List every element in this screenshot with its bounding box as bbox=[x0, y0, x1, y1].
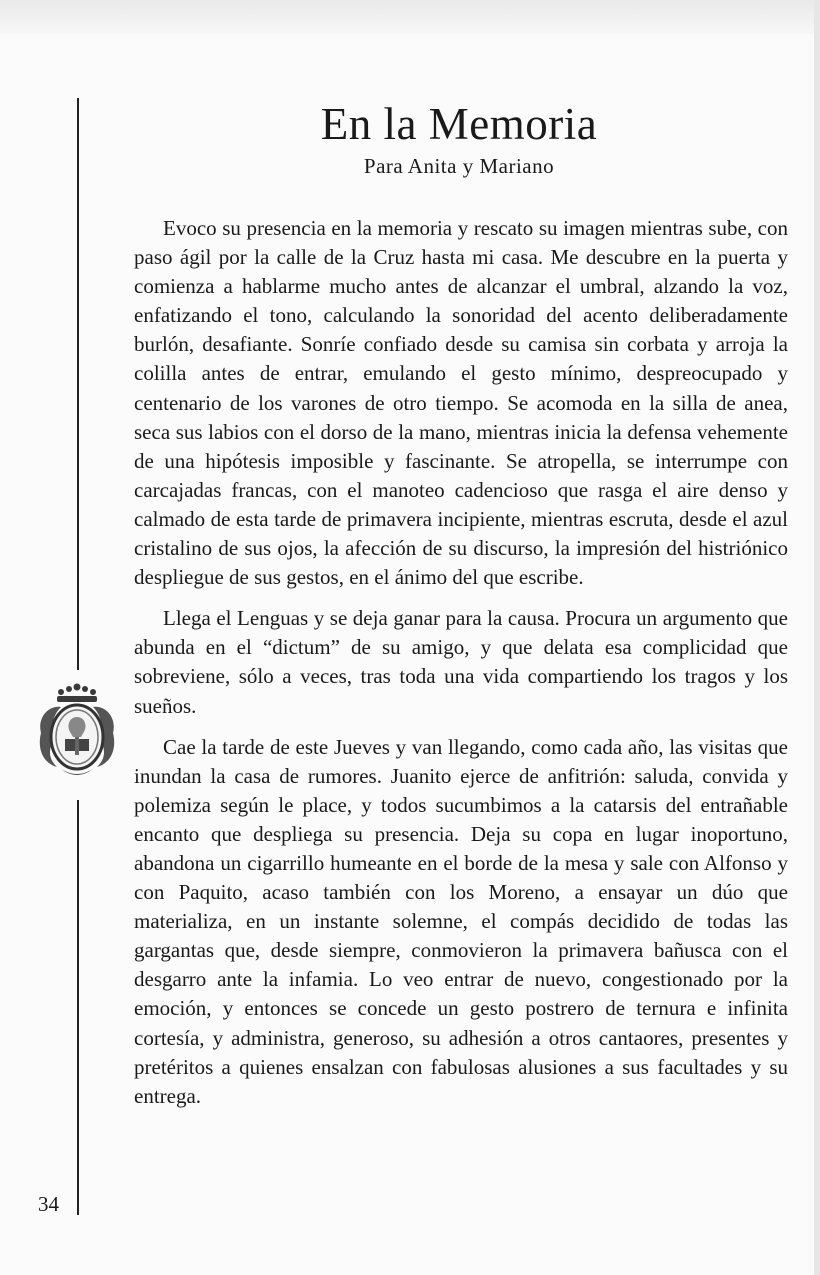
margin-rule-top bbox=[77, 98, 79, 670]
page-subtitle: Para Anita y Mariano bbox=[363, 154, 555, 178]
body-text bbox=[134, 214, 788, 1123]
page-top-shade bbox=[0, 0, 820, 34]
page-number: 34 bbox=[38, 1192, 59, 1216]
margin-rule-bottom bbox=[77, 800, 79, 1215]
paragraph: Evoco su presencia en la memoria y rescato su imagen mientras sube, con paso ágil por la calle de la Cruz hasta mi casa. Me descubre en la puerta y comienza a hablarme mucho antes de alcanzar el umbral, alzando la voz, enfatizando el tono, calculando la sonoridad del acento deliberadamente burlón, desafiante. Sonríe confiado desde su camisa sin corbata y arroja la colilla antes de entrar, emulando el gesto mínimo, despreocupado y centenario de los varones de otro tiempo. Se acomoda en la silla de anea, seca sus labios con el dorso de la mano, mientras inicia la defensa vehemente de una hipótesis imposible y fascinante. Se atropella, se interrumpe con carcajadas francas, con el manoteo cadencioso que rasga el aire denso y calmado de esta tarde de primavera incipiente, mientras escruta, desde el azul cristalino de sus ojos, la afección de su discurso, la impresión del histriónico despliegue de sus gestos, en el ánimo del que escribe. bbox=[134, 216, 788, 590]
coat-of-arms-icon bbox=[35, 683, 119, 779]
page-right-edge bbox=[814, 0, 820, 1275]
page-title: En la Memoria bbox=[320, 99, 598, 149]
paragraph: Cae la tarde de este Jueves y van llegando, como cada año, las visitas que inundan la casa de rumores. Juanito ejerce de anfitrión: saluda, convida y polemiza según le place, y todos sucumbimos a la catarsis del entrañable encanto que despliega su presencia. Deja su copa en lugar inoportuno, abandona un cigarrillo humeante en el borde de la mesa y sale con Alfonso y con Paquito, acaso también con los Moreno, a ensayar un dúo que materializa, en un instante solemne, el compás decidido de todas las gargantas que, desde siempre, conmovieron la primavera bañusca con el desgarro ante la infamia. Lo veo entrar de nuevo, congestionado por la emoción, y entonces se concede un gesto postrero de ternura e infinita cortesía, y administra, generoso, su adhesión a otros cantaores, presentes y pretéritos a quienes ensalzan con fabulosas alusiones a sus facultades y su entrega. bbox=[134, 734, 788, 1108]
paragraph: Llega el Lenguas y se deja ganar para la causa. Procura un argumento que abunda en el “dictum” de su amigo, y que delata esa complicidad que sobreviene, sólo a veces, tras toda una vida compartiendo los tragos y los sueños. bbox=[134, 606, 788, 718]
